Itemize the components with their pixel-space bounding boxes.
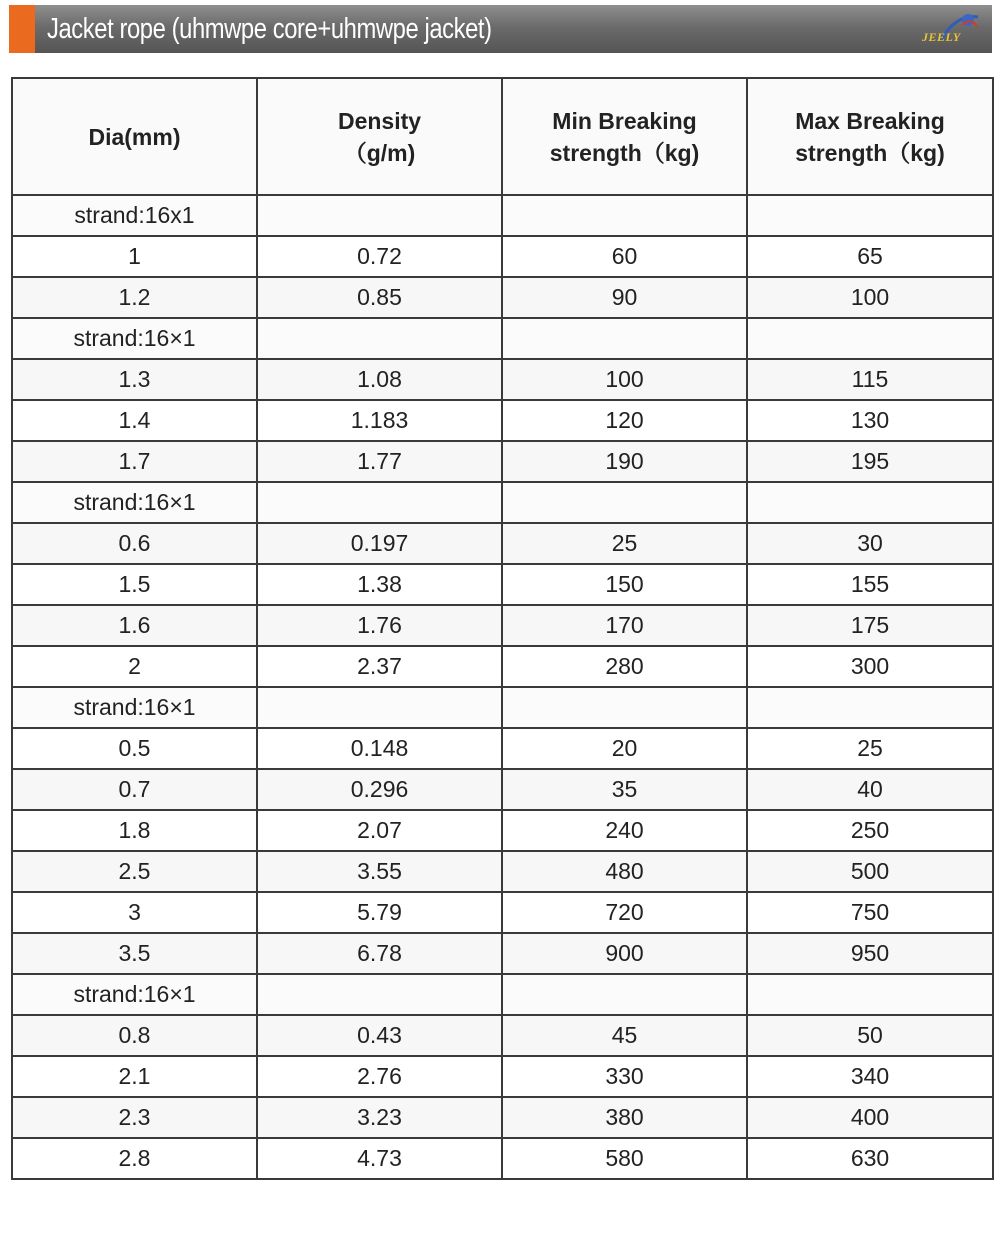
table-row: [12, 933, 993, 974]
table-row: [12, 1056, 993, 1097]
cell-density: 2.37: [257, 646, 502, 687]
cell-density: 0.296: [257, 769, 502, 810]
cell-max-breaking: 750: [747, 892, 993, 933]
cell-diameter: 1.4: [12, 400, 257, 441]
cell-density: 6.78: [257, 933, 502, 974]
cell-diameter: 0.7: [12, 769, 257, 810]
empty-cell: [747, 687, 993, 728]
cell-max-breaking: 250: [747, 810, 993, 851]
cell-density: 3.23: [257, 1097, 502, 1138]
table-row: [12, 728, 993, 769]
empty-cell: [747, 482, 993, 523]
strand-group-row: [12, 482, 993, 523]
cell-max-breaking: 950: [747, 933, 993, 974]
strand-label: strand:16x1: [12, 195, 257, 236]
table-row: [12, 1015, 993, 1056]
strand-label: strand:16×1: [12, 974, 257, 1015]
cell-density: 0.43: [257, 1015, 502, 1056]
strand-group-row: [12, 195, 993, 236]
table-row: [12, 646, 993, 687]
empty-cell: [747, 195, 993, 236]
cell-max-breaking: 630: [747, 1138, 993, 1179]
cell-max-breaking: 340: [747, 1056, 993, 1097]
table-row: [12, 441, 993, 482]
cell-max-breaking: 195: [747, 441, 993, 482]
header-max-breaking-line-2: strength（kg): [795, 139, 945, 166]
empty-cell: [502, 482, 747, 523]
cell-min-breaking: 720: [502, 892, 747, 933]
empty-cell: [257, 318, 502, 359]
header-max-breaking-line-1: Max Breaking: [795, 107, 945, 134]
table-row: [12, 810, 993, 851]
cell-min-breaking: 60: [502, 236, 747, 277]
header-diameter: [12, 78, 257, 195]
cell-min-breaking: 90: [502, 277, 747, 318]
cell-min-breaking: 100: [502, 359, 747, 400]
cell-density: 2.07: [257, 810, 502, 851]
cell-max-breaking: 25: [747, 728, 993, 769]
table-row: [12, 236, 993, 277]
table-row: [12, 400, 993, 441]
strand-label: strand:16×1: [12, 318, 257, 359]
empty-cell: [747, 318, 993, 359]
cell-diameter: 0.5: [12, 728, 257, 769]
cell-min-breaking: 150: [502, 564, 747, 605]
header-density: [257, 78, 502, 195]
cell-density: 0.72: [257, 236, 502, 277]
title-banner: [9, 5, 992, 53]
cell-density: 0.148: [257, 728, 502, 769]
cell-max-breaking: 175: [747, 605, 993, 646]
cell-max-breaking: 130: [747, 400, 993, 441]
cell-diameter: 1.6: [12, 605, 257, 646]
cell-min-breaking: 580: [502, 1138, 747, 1179]
table-row: [12, 605, 993, 646]
table-row: [12, 523, 993, 564]
cell-min-breaking: 170: [502, 605, 747, 646]
empty-cell: [257, 687, 502, 728]
cell-min-breaking: 280: [502, 646, 747, 687]
cell-diameter: 2: [12, 646, 257, 687]
table-row: [12, 277, 993, 318]
cell-diameter: 1.3: [12, 359, 257, 400]
table-header-row: [12, 78, 993, 195]
cell-max-breaking: 500: [747, 851, 993, 892]
cell-max-breaking: 115: [747, 359, 993, 400]
banner-accent-bar: [9, 5, 35, 53]
strand-label: strand:16×1: [12, 687, 257, 728]
cell-diameter: 1.2: [12, 277, 257, 318]
header-max-breaking: [747, 78, 993, 195]
cell-min-breaking: 120: [502, 400, 747, 441]
cell-diameter: 2.1: [12, 1056, 257, 1097]
cell-max-breaking: 65: [747, 236, 993, 277]
cell-density: 0.85: [257, 277, 502, 318]
cell-max-breaking: 50: [747, 1015, 993, 1056]
cell-density: 4.73: [257, 1138, 502, 1179]
table-row: [12, 359, 993, 400]
table-row: [12, 564, 993, 605]
cell-diameter: 3: [12, 892, 257, 933]
empty-cell: [257, 974, 502, 1015]
cell-min-breaking: 330: [502, 1056, 747, 1097]
cell-density: 1.38: [257, 564, 502, 605]
page-title: Jacket rope (uhmwpe core+uhmwpe jacket): [47, 13, 492, 45]
cell-max-breaking: 155: [747, 564, 993, 605]
cell-diameter: 1.5: [12, 564, 257, 605]
empty-cell: [747, 974, 993, 1015]
strand-group-row: [12, 687, 993, 728]
cell-density: 3.55: [257, 851, 502, 892]
rope-spec-table: [11, 77, 994, 1180]
cell-density: 1.76: [257, 605, 502, 646]
cell-density: 1.08: [257, 359, 502, 400]
cell-diameter: 0.6: [12, 523, 257, 564]
cell-min-breaking: 25: [502, 523, 747, 564]
cell-diameter: 2.5: [12, 851, 257, 892]
header-min-breaking: [502, 78, 747, 195]
empty-cell: [502, 318, 747, 359]
cell-max-breaking: 100: [747, 277, 993, 318]
cell-min-breaking: 20: [502, 728, 747, 769]
empty-cell: [257, 195, 502, 236]
strand-group-row: [12, 974, 993, 1015]
cell-min-breaking: 45: [502, 1015, 747, 1056]
table-body: [12, 195, 993, 1179]
header-diameter-line: Dia(mm): [88, 123, 181, 150]
cell-max-breaking: 40: [747, 769, 993, 810]
cell-diameter: 1: [12, 236, 257, 277]
table-row: [12, 1138, 993, 1179]
cell-diameter: 2.3: [12, 1097, 257, 1138]
cell-max-breaking: 400: [747, 1097, 993, 1138]
cell-diameter: 1.8: [12, 810, 257, 851]
cell-min-breaking: 480: [502, 851, 747, 892]
table-row: [12, 1097, 993, 1138]
strand-label: strand:16×1: [12, 482, 257, 523]
cell-diameter: 0.8: [12, 1015, 257, 1056]
logo-wordmark: JEELY: [922, 30, 961, 44]
table-row: [12, 851, 993, 892]
cell-density: 5.79: [257, 892, 502, 933]
header-density-line-1: Density: [337, 107, 422, 134]
brand-logo: [922, 9, 984, 49]
cell-density: 1.77: [257, 441, 502, 482]
header-min-breaking-line-2: strength（kg): [549, 139, 700, 166]
cell-min-breaking: 380: [502, 1097, 747, 1138]
cell-diameter: 1.7: [12, 441, 257, 482]
empty-cell: [502, 195, 747, 236]
cell-min-breaking: 900: [502, 933, 747, 974]
strand-group-row: [12, 318, 993, 359]
cell-max-breaking: 30: [747, 523, 993, 564]
cell-min-breaking: 35: [502, 769, 747, 810]
table-row: [12, 892, 993, 933]
cell-density: 1.183: [257, 400, 502, 441]
empty-cell: [502, 687, 747, 728]
empty-cell: [502, 974, 747, 1015]
cell-max-breaking: 300: [747, 646, 993, 687]
cell-density: 0.197: [257, 523, 502, 564]
cell-diameter: 3.5: [12, 933, 257, 974]
empty-cell: [257, 482, 502, 523]
header-density-line-2: （g/m): [343, 139, 416, 166]
cell-density: 2.76: [257, 1056, 502, 1097]
cell-diameter: 2.8: [12, 1138, 257, 1179]
cell-min-breaking: 240: [502, 810, 747, 851]
table-row: [12, 769, 993, 810]
cell-min-breaking: 190: [502, 441, 747, 482]
header-min-breaking-line-1: Min Breaking: [552, 107, 697, 134]
